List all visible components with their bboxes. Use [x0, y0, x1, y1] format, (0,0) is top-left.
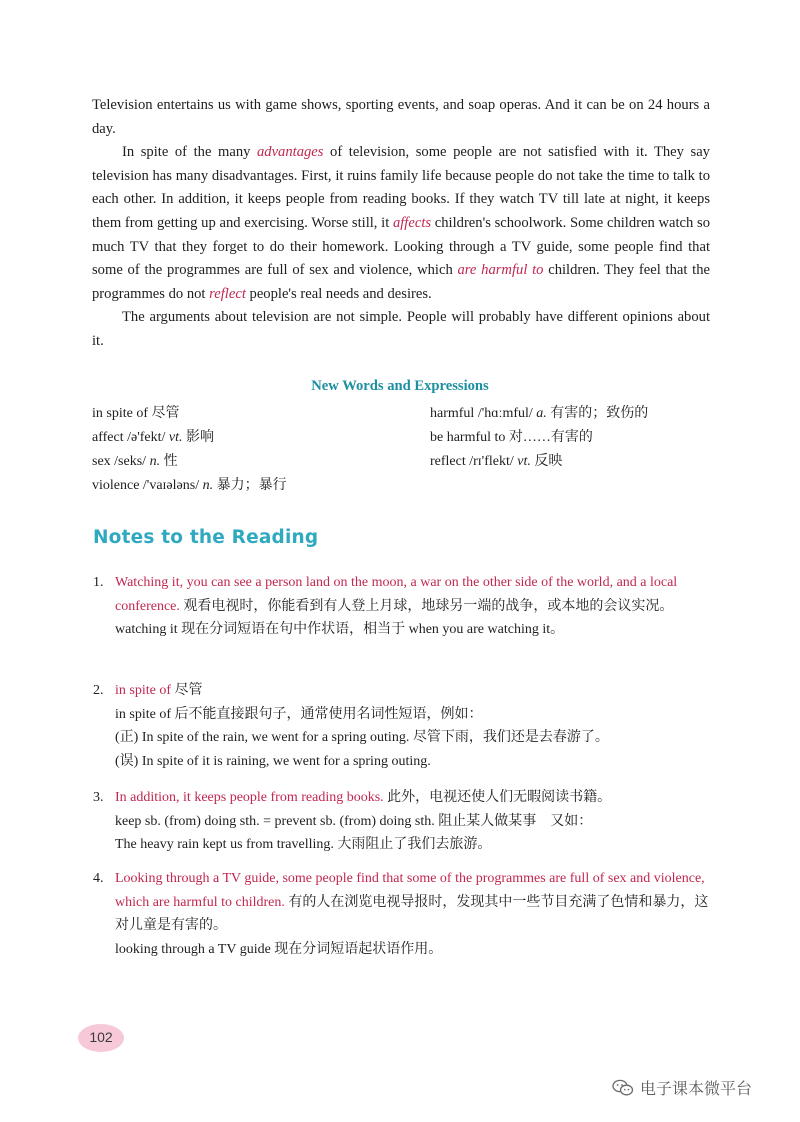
vocab-title: New Words and Expressions: [311, 378, 489, 394]
note-quote: In addition, it keeps people from reading books.: [115, 790, 384, 805]
vocab-term: be harmful to 对……有害的: [430, 430, 593, 445]
note-translation: 尽管: [171, 683, 203, 698]
note-body: [115, 867, 713, 961]
vocab-meaning: 暴力；暴行: [213, 478, 287, 493]
vocab-item: [92, 474, 287, 498]
note-explanation: watching it 现在分词短语在句中作状语，相当于 when you are watching it。: [115, 622, 565, 637]
keyword-reflect: reflect: [209, 285, 246, 302]
vocab-term: harmful /'hɑːmful/: [430, 406, 537, 421]
text-segment: people's real needs and desires.: [245, 285, 432, 302]
note-quote: in spite of: [115, 683, 171, 698]
vocab-item: [92, 426, 287, 450]
note-number: 4.: [93, 871, 104, 886]
wechat-icon: [612, 1079, 634, 1097]
vocab-item: [92, 402, 287, 426]
vocab-term: in spite of 尽管: [92, 406, 180, 421]
vocab-meaning: 有害的；致伤的: [546, 406, 649, 421]
text-segment: children. They feel that the programmes do not: [92, 262, 710, 302]
vocab-pos: vt.: [517, 454, 531, 469]
vocab-meaning: 性: [160, 454, 178, 469]
vocab-item: [430, 450, 648, 474]
vocab-item: [430, 402, 648, 426]
watermark-text: 电子课本微平台: [640, 1079, 753, 1098]
keyword-advantages: advantages: [256, 144, 324, 161]
paragraph-2: [92, 141, 710, 306]
note-example: (正) In spite of the rain, we went for a spring outing. 尽管下雨，我们还是去春游了。: [115, 730, 609, 745]
vocab-meaning: 影响: [182, 430, 214, 445]
vocab-term: affect /ə'fekt/: [92, 430, 169, 445]
vocab-list-left: [92, 402, 287, 498]
keyword-affects: affects: [392, 214, 432, 231]
note-example: The heavy rain kept us from travelling. 大雨阻止了我们去旅游。: [115, 837, 492, 852]
note-quote: Looking through a TV guide, some people find that some of the programmes are full of sex and violence, which are harmful to children.: [115, 871, 705, 910]
reading-passage: [92, 94, 710, 354]
vocab-pos: n.: [149, 454, 161, 469]
notes-heading: Notes to the Reading: [93, 527, 319, 548]
vocab-item: [92, 450, 287, 474]
text-segment: children's schoolwork. Some children watch so much TV that they forget to do their homework. Looking through a TV guide, some people find that some of the programmes are full of sex and violence, which: [92, 214, 710, 279]
note-sentence: [115, 786, 713, 810]
note-body: [115, 571, 713, 642]
vocab-pos: a.: [536, 406, 547, 421]
note-number: 3.: [93, 790, 104, 805]
note-3: [93, 786, 713, 857]
note-body: [115, 679, 713, 773]
note-example: (误) In spite of it is raining, we went for a spring outing.: [115, 753, 431, 769]
note-1: [93, 571, 713, 642]
vocab-term: reflect /rɪ'flekt/: [430, 454, 518, 469]
vocab-pos: n.: [202, 478, 214, 493]
note-2: [93, 679, 713, 773]
page-number-badge: 102: [78, 1024, 124, 1052]
note-explanation: looking through a TV guide 现在分词短语起状语作用。: [115, 941, 443, 957]
keyword-are-harmful-to: are harmful to: [457, 262, 544, 279]
vocab-meaning: 反映: [530, 454, 563, 469]
note-4: [93, 867, 713, 961]
vocab-term: sex /seks/: [92, 454, 150, 469]
note-number: 2.: [93, 683, 104, 698]
vocab-term: violence /'vaɪələns/: [92, 478, 203, 493]
text-segment: In spite of the many: [122, 144, 257, 161]
note-translation: 观看电视时，你能看到有人登上月球，地球另一端的战争，或本地的会议实况。: [179, 598, 674, 614]
note-explanation: in spite of 后不能直接跟句子，通常使用名词性短语，例如：: [115, 706, 483, 722]
note-translation: 此外，电视还使人们无暇阅读书籍。: [383, 790, 612, 805]
vocab-item: [430, 426, 648, 450]
note-sentence: [115, 867, 713, 938]
note-quote: Watching it, you can see a person land on the moon, a war on the other side of the world, and a local conference.: [115, 575, 678, 614]
paragraph-3: The arguments about television are not simple. People will probably have different opinions about it.: [92, 309, 710, 349]
vocab-list-right: [430, 402, 648, 474]
note-explanation: keep sb. (from) doing sth. = prevent sb. (from) doing sth. 阻止某人做某事 又如：: [115, 813, 593, 829]
note-sentence: [115, 679, 713, 703]
watermark: [612, 1076, 752, 1099]
note-body: [115, 786, 713, 857]
note-number: 1.: [93, 575, 104, 590]
note-translation: 有的人在浏览电视导报时，发现其中一些节目充满了色情和暴力，这对儿童是有害的。: [115, 894, 709, 933]
vocab-pos: vt.: [168, 430, 183, 445]
text-segment: of television, some people are not satisfied with it. They say television has many disadvantages. First, it ruins family life because people do not take the time to talk to each other. In addition, it keeps people from reading books. If they watch TV till late at night, it keeps them from getting up and exercising. Worse still, it: [92, 144, 710, 231]
note-sentence: [115, 571, 713, 618]
paragraph-1: Television entertains us with game shows, sporting events, and soap operas. And it can be on 24 hours a day.: [92, 97, 710, 137]
